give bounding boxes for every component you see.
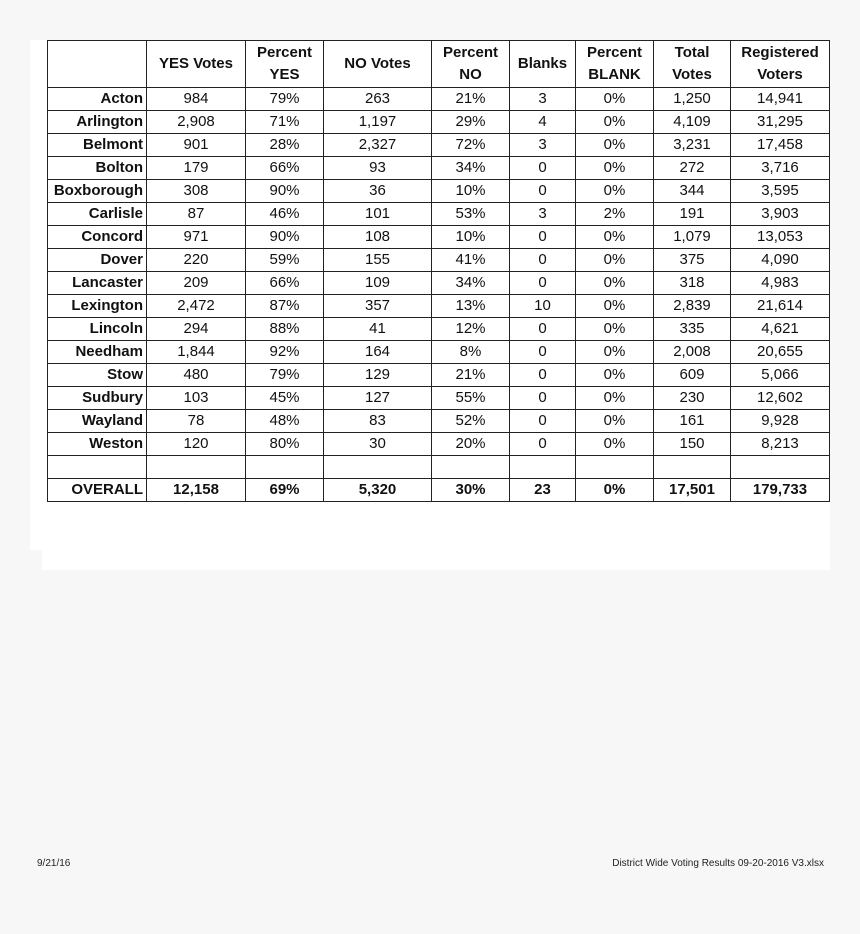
empty-cell xyxy=(654,456,731,479)
table-cell: 10% xyxy=(432,180,510,203)
table-cell: 0% xyxy=(576,88,654,111)
voting-results-table xyxy=(47,40,830,502)
table-cell: 79% xyxy=(246,88,324,111)
table-cell: 901 xyxy=(147,134,246,157)
table-row xyxy=(48,111,830,134)
overall-cell: 179,733 xyxy=(731,479,830,502)
column-header: Percent BLANK xyxy=(576,41,654,88)
table-cell: 3 xyxy=(510,203,576,226)
table-row xyxy=(48,364,830,387)
table-cell: 164 xyxy=(324,341,432,364)
table-cell: 20% xyxy=(432,433,510,456)
table-cell: 318 xyxy=(654,272,731,295)
table-cell: 0 xyxy=(510,341,576,364)
town-name-cell: Acton xyxy=(48,88,147,111)
overall-cell: 69% xyxy=(246,479,324,502)
table-cell: 0 xyxy=(510,226,576,249)
table-row xyxy=(48,272,830,295)
table-row xyxy=(48,295,830,318)
town-name-cell: Carlisle xyxy=(48,203,147,226)
table-row xyxy=(48,203,830,226)
town-name-cell: Stow xyxy=(48,364,147,387)
table-cell: 8,213 xyxy=(731,433,830,456)
table-cell: 230 xyxy=(654,387,731,410)
table-cell: 0 xyxy=(510,410,576,433)
overall-cell: 17,501 xyxy=(654,479,731,502)
table-cell: 335 xyxy=(654,318,731,341)
table-cell: 48% xyxy=(246,410,324,433)
table-cell: 0 xyxy=(510,272,576,295)
table-cell: 12,602 xyxy=(731,387,830,410)
table-cell: 3,903 xyxy=(731,203,830,226)
table-cell: 90% xyxy=(246,226,324,249)
table-row xyxy=(48,249,830,272)
table-cell: 984 xyxy=(147,88,246,111)
town-name-cell: Bolton xyxy=(48,157,147,180)
empty-cell xyxy=(147,456,246,479)
table-cell: 28% xyxy=(246,134,324,157)
town-name-cell: Belmont xyxy=(48,134,147,157)
column-header: Total Votes xyxy=(654,41,731,88)
table-cell: 127 xyxy=(324,387,432,410)
table-cell: 87% xyxy=(246,295,324,318)
table-cell: 31,295 xyxy=(731,111,830,134)
column-header: Blanks xyxy=(510,41,576,88)
table-cell: 3,595 xyxy=(731,180,830,203)
table-cell: 0 xyxy=(510,364,576,387)
table-row xyxy=(48,433,830,456)
footer-filename: District Wide Voting Results 09-20-2016 V3.xlsx xyxy=(612,858,824,869)
overall-cell: 5,320 xyxy=(324,479,432,502)
column-header: Percent NO xyxy=(432,41,510,88)
table-cell: 609 xyxy=(654,364,731,387)
table-cell: 480 xyxy=(147,364,246,387)
table-cell: 59% xyxy=(246,249,324,272)
table-cell: 1,250 xyxy=(654,88,731,111)
table-cell: 93 xyxy=(324,157,432,180)
table-cell: 0 xyxy=(510,433,576,456)
table-cell: 2,008 xyxy=(654,341,731,364)
overall-row xyxy=(48,479,830,502)
table-cell: 4,983 xyxy=(731,272,830,295)
table-cell: 2,472 xyxy=(147,295,246,318)
table-cell: 0% xyxy=(576,272,654,295)
table-cell: 0 xyxy=(510,157,576,180)
table-cell: 4 xyxy=(510,111,576,134)
table-cell: 80% xyxy=(246,433,324,456)
table-cell: 0% xyxy=(576,433,654,456)
table-cell: 263 xyxy=(324,88,432,111)
empty-cell xyxy=(731,456,830,479)
empty-cell xyxy=(324,456,432,479)
overall-label: OVERALL xyxy=(48,479,147,502)
table-cell: 90% xyxy=(246,180,324,203)
table-cell: 66% xyxy=(246,272,324,295)
table-cell: 103 xyxy=(147,387,246,410)
table-cell: 0 xyxy=(510,249,576,272)
table-cell: 129 xyxy=(324,364,432,387)
empty-cell xyxy=(432,456,510,479)
town-name-cell: Sudbury xyxy=(48,387,147,410)
table-cell: 4,090 xyxy=(731,249,830,272)
table-cell: 21% xyxy=(432,364,510,387)
table-row xyxy=(48,341,830,364)
table-cell: 1,844 xyxy=(147,341,246,364)
table-cell: 14,941 xyxy=(731,88,830,111)
table-cell: 34% xyxy=(432,272,510,295)
table-cell: 0 xyxy=(510,318,576,341)
empty-cell xyxy=(510,456,576,479)
table-cell: 66% xyxy=(246,157,324,180)
table-cell: 294 xyxy=(147,318,246,341)
header-row xyxy=(48,41,830,88)
town-name-cell: Needham xyxy=(48,341,147,364)
table-cell: 101 xyxy=(324,203,432,226)
overall-cell: 30% xyxy=(432,479,510,502)
table-cell: 0% xyxy=(576,341,654,364)
table-cell: 21% xyxy=(432,88,510,111)
table-cell: 0% xyxy=(576,318,654,341)
header-corner xyxy=(48,41,147,88)
table-row xyxy=(48,318,830,341)
town-name-cell: Lancaster xyxy=(48,272,147,295)
table-row xyxy=(48,134,830,157)
empty-cell xyxy=(576,456,654,479)
table-cell: 3,231 xyxy=(654,134,731,157)
overall-cell: 12,158 xyxy=(147,479,246,502)
table-cell: 36 xyxy=(324,180,432,203)
table-cell: 0% xyxy=(576,249,654,272)
column-header: YES Votes xyxy=(147,41,246,88)
table-cell: 72% xyxy=(432,134,510,157)
table-cell: 17,458 xyxy=(731,134,830,157)
table-cell: 53% xyxy=(432,203,510,226)
town-name-cell: Lincoln xyxy=(48,318,147,341)
table-cell: 21,614 xyxy=(731,295,830,318)
overall-cell: 23 xyxy=(510,479,576,502)
table-cell: 0% xyxy=(576,364,654,387)
table-cell: 308 xyxy=(147,180,246,203)
table-cell: 5,066 xyxy=(731,364,830,387)
table-cell: 71% xyxy=(246,111,324,134)
table-cell: 41% xyxy=(432,249,510,272)
town-name-cell: Arlington xyxy=(48,111,147,134)
table-cell: 191 xyxy=(654,203,731,226)
table-cell: 4,109 xyxy=(654,111,731,134)
town-name-cell: Weston xyxy=(48,433,147,456)
table-cell: 357 xyxy=(324,295,432,318)
table-cell: 109 xyxy=(324,272,432,295)
table-cell: 0% xyxy=(576,134,654,157)
table-cell: 10% xyxy=(432,226,510,249)
table-cell: 88% xyxy=(246,318,324,341)
table-cell: 10 xyxy=(510,295,576,318)
table-cell: 0% xyxy=(576,111,654,134)
table-cell: 52% xyxy=(432,410,510,433)
table-cell: 0% xyxy=(576,295,654,318)
table-cell: 0 xyxy=(510,180,576,203)
table-cell: 2% xyxy=(576,203,654,226)
footer-date: 9/21/16 xyxy=(37,858,71,869)
table-cell: 0% xyxy=(576,180,654,203)
table-cell: 12% xyxy=(432,318,510,341)
table-cell: 161 xyxy=(654,410,731,433)
table-cell: 41 xyxy=(324,318,432,341)
spreadsheet-page-tail xyxy=(42,548,830,570)
table-cell: 29% xyxy=(432,111,510,134)
table-cell: 55% xyxy=(432,387,510,410)
table-cell: 8% xyxy=(432,341,510,364)
table-cell: 344 xyxy=(654,180,731,203)
town-name-cell: Concord xyxy=(48,226,147,249)
town-name-cell: Lexington xyxy=(48,295,147,318)
overall-cell: 0% xyxy=(576,479,654,502)
table-row xyxy=(48,387,830,410)
table-cell: 0% xyxy=(576,410,654,433)
table-row xyxy=(48,157,830,180)
table-cell: 220 xyxy=(147,249,246,272)
table-cell: 3 xyxy=(510,88,576,111)
table-cell: 4,621 xyxy=(731,318,830,341)
table-cell: 155 xyxy=(324,249,432,272)
empty-cell xyxy=(246,456,324,479)
table-cell: 78 xyxy=(147,410,246,433)
table-row xyxy=(48,410,830,433)
table-cell: 3 xyxy=(510,134,576,157)
table-cell: 45% xyxy=(246,387,324,410)
table-row xyxy=(48,88,830,111)
table-cell: 108 xyxy=(324,226,432,249)
town-name-cell: Dover xyxy=(48,249,147,272)
table-cell: 0 xyxy=(510,387,576,410)
table-cell: 0% xyxy=(576,226,654,249)
column-header: NO Votes xyxy=(324,41,432,88)
table-cell: 272 xyxy=(654,157,731,180)
table-cell: 971 xyxy=(147,226,246,249)
table-cell: 2,839 xyxy=(654,295,731,318)
table-cell: 30 xyxy=(324,433,432,456)
table-cell: 0% xyxy=(576,387,654,410)
table-cell: 92% xyxy=(246,341,324,364)
table-cell: 150 xyxy=(654,433,731,456)
table-cell: 1,197 xyxy=(324,111,432,134)
table-body xyxy=(48,88,830,502)
table-row xyxy=(48,226,830,249)
table-cell: 2,327 xyxy=(324,134,432,157)
table-cell: 1,079 xyxy=(654,226,731,249)
column-header: Registered Voters xyxy=(731,41,830,88)
table-cell: 83 xyxy=(324,410,432,433)
table-cell: 34% xyxy=(432,157,510,180)
empty-cell xyxy=(48,456,147,479)
table-cell: 179 xyxy=(147,157,246,180)
table-cell: 3,716 xyxy=(731,157,830,180)
table-cell: 87 xyxy=(147,203,246,226)
table-cell: 375 xyxy=(654,249,731,272)
table-cell: 2,908 xyxy=(147,111,246,134)
table-row xyxy=(48,180,830,203)
table-cell: 20,655 xyxy=(731,341,830,364)
empty-row xyxy=(48,456,830,479)
table-cell: 0% xyxy=(576,157,654,180)
town-name-cell: Boxborough xyxy=(48,180,147,203)
town-name-cell: Wayland xyxy=(48,410,147,433)
table-cell: 79% xyxy=(246,364,324,387)
table-cell: 13% xyxy=(432,295,510,318)
table-cell: 120 xyxy=(147,433,246,456)
table-cell: 209 xyxy=(147,272,246,295)
table-cell: 9,928 xyxy=(731,410,830,433)
table-cell: 46% xyxy=(246,203,324,226)
table-cell: 13,053 xyxy=(731,226,830,249)
column-header: Percent YES xyxy=(246,41,324,88)
